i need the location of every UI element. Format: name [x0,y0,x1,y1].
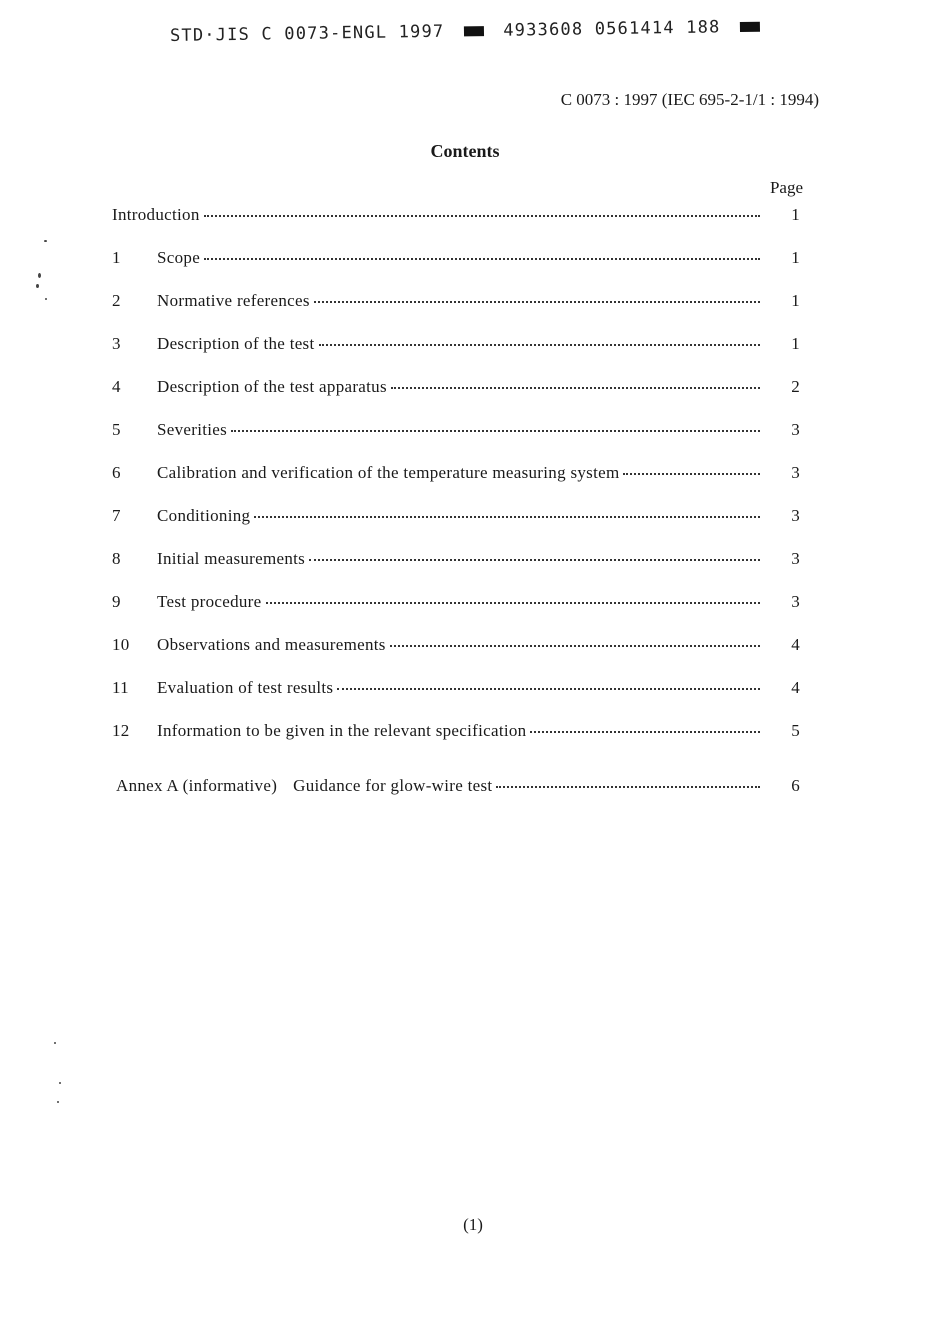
toc-entry-page: 3 [791,592,800,611]
toc-entry-page: 3 [791,420,800,439]
toc-entry-page: 4 [791,678,800,697]
dot-leader [204,214,760,217]
toc-entry-page: 2 [791,377,800,396]
toc-entry-page: 1 [791,334,800,353]
toc-entry-title: Description of the test apparatus [157,377,387,396]
scan-speck [44,240,47,242]
scan-speck [57,1101,59,1103]
toc-entry-title: Normative references [157,291,310,310]
toc-entry[interactable] [112,635,800,657]
toc-entry-page: 1 [791,248,800,267]
toc-entry[interactable] [112,463,800,485]
toc-entry[interactable] [112,377,800,399]
toc-entry-number: 8 [112,549,121,568]
toc-entry-title: Introduction [112,205,200,224]
toc-entry-page: 1 [791,205,800,224]
dot-leader [337,687,760,690]
scan-speck [54,1042,56,1044]
toc-entry-page: 5 [791,721,800,740]
toc-entry-title: Test procedure [157,592,262,611]
toc-entry-title: Information to be given in the relevant specification [157,721,527,740]
toc-entry[interactable] [112,248,800,270]
stamp-code: STD·JIS C 0073-ENGL 1997 [169,21,445,46]
document-stamp [170,17,768,46]
toc-entry-page: 3 [791,463,800,482]
toc-entry-page: 3 [791,506,800,525]
dot-leader [309,558,760,561]
toc-entry-title: Evaluation of test results [157,678,334,697]
scan-speck [45,298,47,300]
toc-entry-number: 10 [112,635,130,654]
stamp-serial: 4933608 0561414 188 [503,17,721,41]
toc-entry-page: 6 [791,776,800,795]
toc-entry[interactable] [112,506,800,528]
toc-entry-number: 12 [112,721,130,740]
scan-speck [59,1082,61,1084]
redaction-block-icon [740,22,760,32]
page-number: (1) [463,1215,483,1234]
toc-entry[interactable] [112,678,800,700]
toc-entry-page: 3 [791,549,800,568]
scan-speck [36,284,39,288]
toc-entry-title: Observations and measurements [157,635,386,654]
page-column-header: Page [769,178,803,197]
toc-entry-number: 11 [112,678,129,697]
toc-entry-title: Initial measurements [157,549,306,568]
dot-leader [623,472,760,475]
annex-label: Annex A (informative) [116,776,278,795]
toc-entry[interactable] [112,334,800,356]
toc-entry[interactable] [112,549,800,571]
toc-entry-title: Calibration and verification of the temperature measuring system [157,463,620,482]
toc-entry-number: 3 [112,334,121,353]
toc-entry-title: Description of the test [157,334,315,353]
toc-entry-number: 1 [112,248,121,267]
toc-entry[interactable] [112,592,800,614]
toc-entry-number: 2 [112,291,121,310]
dot-leader [314,300,760,303]
dot-leader [390,644,760,647]
toc-entry-title: Severities [157,420,228,439]
toc-entry-introduction[interactable] [112,205,800,227]
contents-title: Contents [430,141,500,161]
toc-entry-number: 9 [112,592,121,611]
dot-leader [496,785,760,788]
toc-entry-title: Scope [157,248,201,267]
toc-entry-number: 4 [112,377,121,396]
toc-entry-title: Guidance for glow-wire test [293,776,493,795]
toc-entry-title: Conditioning [157,506,251,525]
toc-entry-page: 4 [791,635,800,654]
dot-leader [530,730,760,733]
toc-entry-number: 6 [112,463,121,482]
dot-leader [204,257,760,260]
toc-entry-page: 1 [791,291,800,310]
dot-leader [266,601,761,604]
toc-entry-number: 7 [112,506,121,525]
toc-entry[interactable] [112,291,800,313]
dot-leader [391,386,760,389]
dot-leader [254,515,760,518]
toc-entry-annex-a[interactable] [116,776,800,798]
toc-entry[interactable] [112,420,800,442]
redaction-block-icon [464,26,484,36]
scan-speck [38,273,41,278]
dot-leader [319,343,760,346]
toc-entry-number: 5 [112,420,121,439]
dot-leader [231,429,760,432]
toc-entry[interactable] [112,721,800,743]
standard-reference: C 0073 : 1997 (IEC 695-2-1/1 : 1994) [560,90,819,109]
